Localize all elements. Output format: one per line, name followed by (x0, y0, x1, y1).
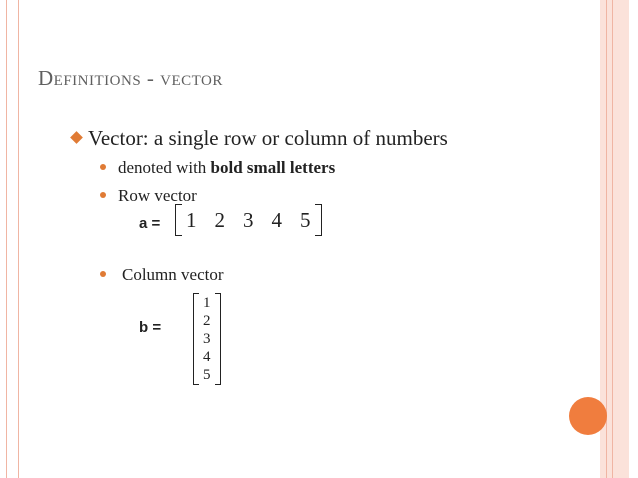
vector-entry: 1 (203, 295, 211, 311)
vector-entry: 3 (243, 207, 254, 232)
left-bracket (175, 204, 182, 236)
right-bracket (215, 293, 221, 385)
column-vector-matrix (193, 293, 221, 385)
right-border-line (612, 0, 613, 478)
main-bullet-text: Vector: a single row or column of numbers (88, 126, 448, 150)
vector-entry: 2 (203, 313, 211, 329)
slide-title: Definitions - vector (38, 66, 223, 90)
vector-entry: 5 (300, 207, 311, 232)
main-bullet (72, 126, 448, 151)
diamond-bullet-icon (70, 131, 83, 144)
row-vector-matrix (175, 204, 322, 236)
right-bracket (315, 204, 322, 236)
sub-bullet-column-vector (100, 265, 224, 285)
sub-bullet-denoted (100, 158, 335, 178)
vector-entry: 2 (214, 207, 225, 232)
row-vector-text: Row vector (118, 186, 197, 205)
vector-entry: 4 (203, 349, 211, 365)
right-border-line (606, 0, 607, 478)
dot-bullet-icon (100, 164, 106, 170)
left-decorative-border (6, 0, 19, 478)
vector-entry: 3 (203, 331, 211, 347)
dot-bullet-icon (100, 271, 106, 277)
column-vector-text: Column vector (122, 265, 224, 284)
dot-bullet-icon (100, 192, 106, 198)
sub-bullet-row-vector (100, 186, 197, 206)
vector-entry: 1 (186, 207, 197, 232)
denoted-text: denoted with (118, 158, 211, 177)
right-edge (629, 0, 638, 478)
vector-b-label: b = (139, 319, 162, 336)
denoted-bold-text: bold small letters (210, 158, 336, 177)
vector-entry: 4 (271, 207, 282, 232)
row-vector-entries (182, 208, 315, 233)
column-vector-entries (199, 293, 215, 385)
decorative-circle (569, 397, 607, 435)
vector-entry: 5 (203, 367, 211, 383)
vector-a-label: a = (139, 215, 161, 232)
